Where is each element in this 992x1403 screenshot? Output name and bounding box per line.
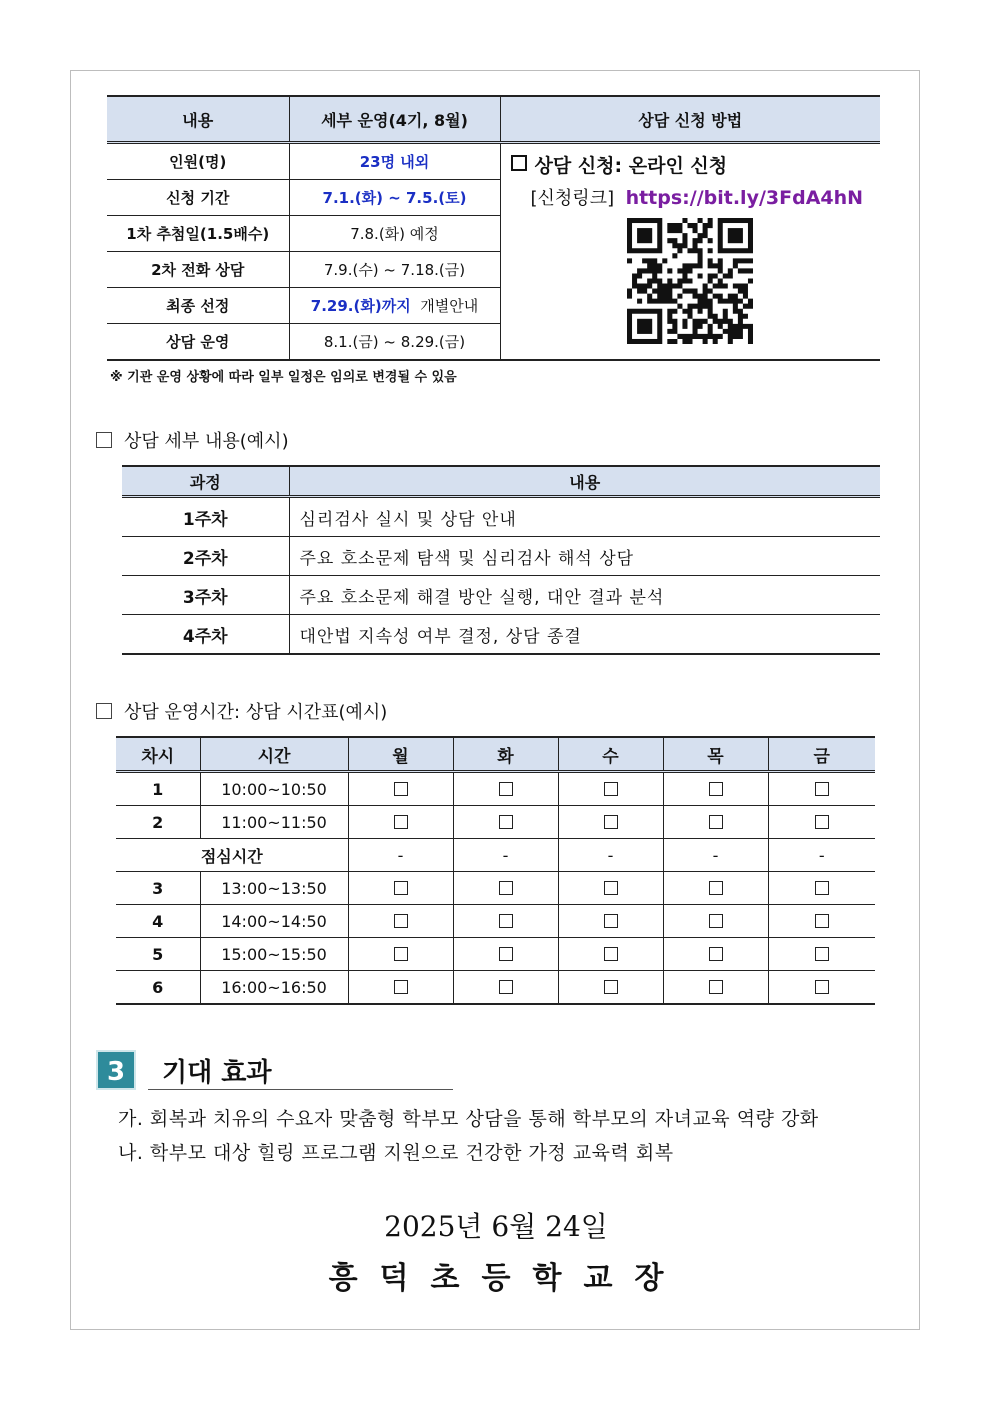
session-time: 11:00~11:50 (200, 806, 348, 839)
day-slot (768, 806, 875, 839)
info-value: 7.8.(화) 예정 (289, 216, 500, 252)
detail-table (122, 465, 880, 655)
checkbox-icon[interactable] (709, 947, 723, 961)
checkbox-icon[interactable] (815, 815, 829, 829)
checkbox-icon[interactable] (604, 947, 618, 961)
info-value: 8.1.(금) ~ 8.29.(금) (289, 324, 500, 361)
header-method: 상담 신청 방법 (500, 96, 880, 143)
content-cell: 주요 호소문제 탐색 및 심리검사 해석 상담 (289, 537, 880, 576)
lunch-label: 점심시간 (116, 839, 348, 872)
header-content: 내용 (289, 466, 880, 497)
day-slot (663, 772, 768, 806)
day-slot (768, 772, 875, 806)
day-slot (348, 772, 453, 806)
day-slot (558, 772, 663, 806)
lunch-mark: - (768, 839, 875, 872)
day-slot (453, 806, 558, 839)
lunch-row (116, 839, 875, 872)
info-label: 인원(명) (107, 143, 289, 180)
checkbox-icon[interactable] (394, 782, 408, 796)
week-cell: 1주차 (122, 497, 289, 537)
checkbox-icon[interactable] (499, 914, 513, 928)
info-label: 상담 운영 (107, 324, 289, 361)
day-slot (453, 905, 558, 938)
info-value (289, 180, 500, 216)
checkbox-icon[interactable] (604, 914, 618, 928)
info-row (107, 143, 880, 180)
session-time: 16:00~16:50 (200, 971, 348, 1005)
day-slot (558, 872, 663, 905)
week-cell: 3주차 (122, 576, 289, 615)
day-slot (348, 806, 453, 839)
schedule-info-table (107, 95, 880, 361)
table-row (122, 615, 880, 655)
checkbox-icon (96, 703, 112, 719)
apply-method-text: 상담 신청: 온라인 신청 (534, 155, 728, 177)
header-stage: 과정 (122, 466, 289, 497)
day-slot (768, 971, 875, 1005)
document-date: 2025년 6월 24일 (384, 1210, 608, 1243)
day-slot (453, 938, 558, 971)
info-value-highlight: 23명 내외 (359, 153, 430, 171)
apply-method-line (511, 151, 881, 178)
checkbox-icon[interactable] (394, 881, 408, 895)
content-cell: 대안법 지속성 여부 결정, 상담 종결 (289, 615, 880, 655)
checkbox-icon[interactable] (815, 782, 829, 796)
apply-link-line (531, 184, 881, 210)
checkbox-icon[interactable] (604, 782, 618, 796)
table-row (116, 971, 875, 1005)
day-slot (348, 905, 453, 938)
info-value-highlight: 7.1.(화) ~ 7.5.(토) (322, 189, 467, 207)
lunch-mark: - (663, 839, 768, 872)
info-label: 신청 기간 (107, 180, 289, 216)
day-slot (663, 806, 768, 839)
header-thu: 목 (663, 737, 768, 772)
table-row (122, 537, 880, 576)
day-slot (348, 872, 453, 905)
checkbox-icon[interactable] (709, 782, 723, 796)
checkbox-icon[interactable] (394, 947, 408, 961)
checkbox-icon[interactable] (709, 980, 723, 994)
session-time: 13:00~13:50 (200, 872, 348, 905)
info-table-header (107, 96, 880, 143)
checkbox-icon[interactable] (815, 980, 829, 994)
apply-method-cell (500, 143, 880, 361)
timetable-header (116, 737, 875, 772)
header-session: 차시 (116, 737, 200, 772)
content-cell: 주요 호소문제 해결 방안 실행, 대안 결과 분석 (289, 576, 880, 615)
header-detail: 세부 운영(4기, 8월) (289, 96, 500, 143)
session-time: 15:00~15:50 (200, 938, 348, 971)
timetable (116, 736, 875, 1005)
info-value (289, 143, 500, 180)
session-number: 3 (116, 872, 200, 905)
header-tue: 화 (453, 737, 558, 772)
detail-table-header (122, 466, 880, 497)
table-row (116, 938, 875, 971)
checkbox-icon[interactable] (394, 980, 408, 994)
table-row (122, 576, 880, 615)
time-title-text: 상담 운영시간: 상담 시간표(예시) (124, 702, 388, 723)
square-bullet-icon (511, 155, 527, 171)
apply-link[interactable]: https://bit.ly/3FdA4hN (625, 187, 864, 209)
header-time: 시간 (200, 737, 348, 772)
day-slot (558, 806, 663, 839)
effect-title-underline (148, 1089, 453, 1090)
header-wed: 수 (558, 737, 663, 772)
day-slot (768, 872, 875, 905)
lunch-mark: - (453, 839, 558, 872)
day-slot (453, 872, 558, 905)
session-number: 5 (116, 938, 200, 971)
detail-title-text: 상담 세부 내용(예시) (124, 431, 289, 452)
checkbox-icon[interactable] (604, 815, 618, 829)
table-row (116, 772, 875, 806)
checkbox-icon[interactable] (709, 881, 723, 895)
day-slot (558, 971, 663, 1005)
day-slot (663, 872, 768, 905)
day-slot (663, 938, 768, 971)
checkbox-icon[interactable] (499, 980, 513, 994)
day-slot (348, 971, 453, 1005)
table-row (116, 872, 875, 905)
checkbox-icon[interactable] (815, 881, 829, 895)
checkbox-icon[interactable] (709, 815, 723, 829)
info-label: 2차 전화 상담 (107, 252, 289, 288)
header-fri: 금 (768, 737, 875, 772)
checkbox-icon[interactable] (815, 914, 829, 928)
session-time: 14:00~14:50 (200, 905, 348, 938)
checkbox-icon[interactable] (815, 947, 829, 961)
checkbox-icon[interactable] (394, 914, 408, 928)
effect-item: 나. 학부모 대상 힐링 프로그램 지원으로 건강한 가정 교육력 회복 (118, 1142, 674, 1164)
day-slot (768, 905, 875, 938)
section-number-badge: 3 (96, 1050, 136, 1090)
checkbox-icon[interactable] (499, 947, 513, 961)
week-cell: 2주차 (122, 537, 289, 576)
checkbox-icon[interactable] (709, 914, 723, 928)
checkbox-icon[interactable] (499, 815, 513, 829)
session-number: 1 (116, 772, 200, 806)
day-slot (663, 971, 768, 1005)
session-time: 10:00~10:50 (200, 772, 348, 806)
info-value: 7.9.(수) ~ 7.18.(금) (289, 252, 500, 288)
info-label: 최종 선정 (107, 288, 289, 324)
signer-name: 흥덕초등학교장 (328, 1261, 686, 1296)
schedule-note: ※ 기관 운영 상황에 따라 일부 일정은 임의로 변경될 수 있음 (110, 370, 457, 385)
content-cell: 심리검사 실시 및 상담 안내 (289, 497, 880, 537)
info-value (289, 288, 500, 324)
time-section-title (96, 698, 387, 724)
session-number: 4 (116, 905, 200, 938)
header-content: 내용 (107, 96, 289, 143)
info-value-highlight: 7.29.(화)까지 (310, 297, 411, 315)
table-row (122, 497, 880, 537)
info-label: 1차 추첨일(1.5배수) (107, 216, 289, 252)
link-label: [신청링크] (530, 188, 615, 209)
day-slot (663, 905, 768, 938)
day-slot (348, 938, 453, 971)
qr-code-icon[interactable] (627, 218, 753, 344)
header-mon: 월 (348, 737, 453, 772)
lunch-mark: - (348, 839, 453, 872)
week-cell: 4주차 (122, 615, 289, 655)
lunch-mark: - (558, 839, 663, 872)
day-slot (453, 971, 558, 1005)
detail-section-title (96, 427, 289, 453)
info-value-note: 개별안내 (420, 297, 479, 315)
day-slot (558, 938, 663, 971)
checkbox-icon[interactable] (499, 782, 513, 796)
day-slot (453, 772, 558, 806)
checkbox-icon[interactable] (499, 881, 513, 895)
day-slot (768, 938, 875, 971)
checkbox-icon[interactable] (604, 881, 618, 895)
session-number: 6 (116, 971, 200, 1005)
table-row (116, 806, 875, 839)
table-row (116, 905, 875, 938)
checkbox-icon[interactable] (394, 815, 408, 829)
session-number: 2 (116, 806, 200, 839)
effect-item: 가. 회복과 치유의 수요자 맞춤형 학부모 상담을 통해 학부모의 자녀교육 역량 강화 (118, 1108, 819, 1130)
checkbox-icon (96, 432, 112, 448)
effect-title: 기대 효과 (162, 1058, 272, 1088)
checkbox-icon[interactable] (604, 980, 618, 994)
day-slot (558, 905, 663, 938)
